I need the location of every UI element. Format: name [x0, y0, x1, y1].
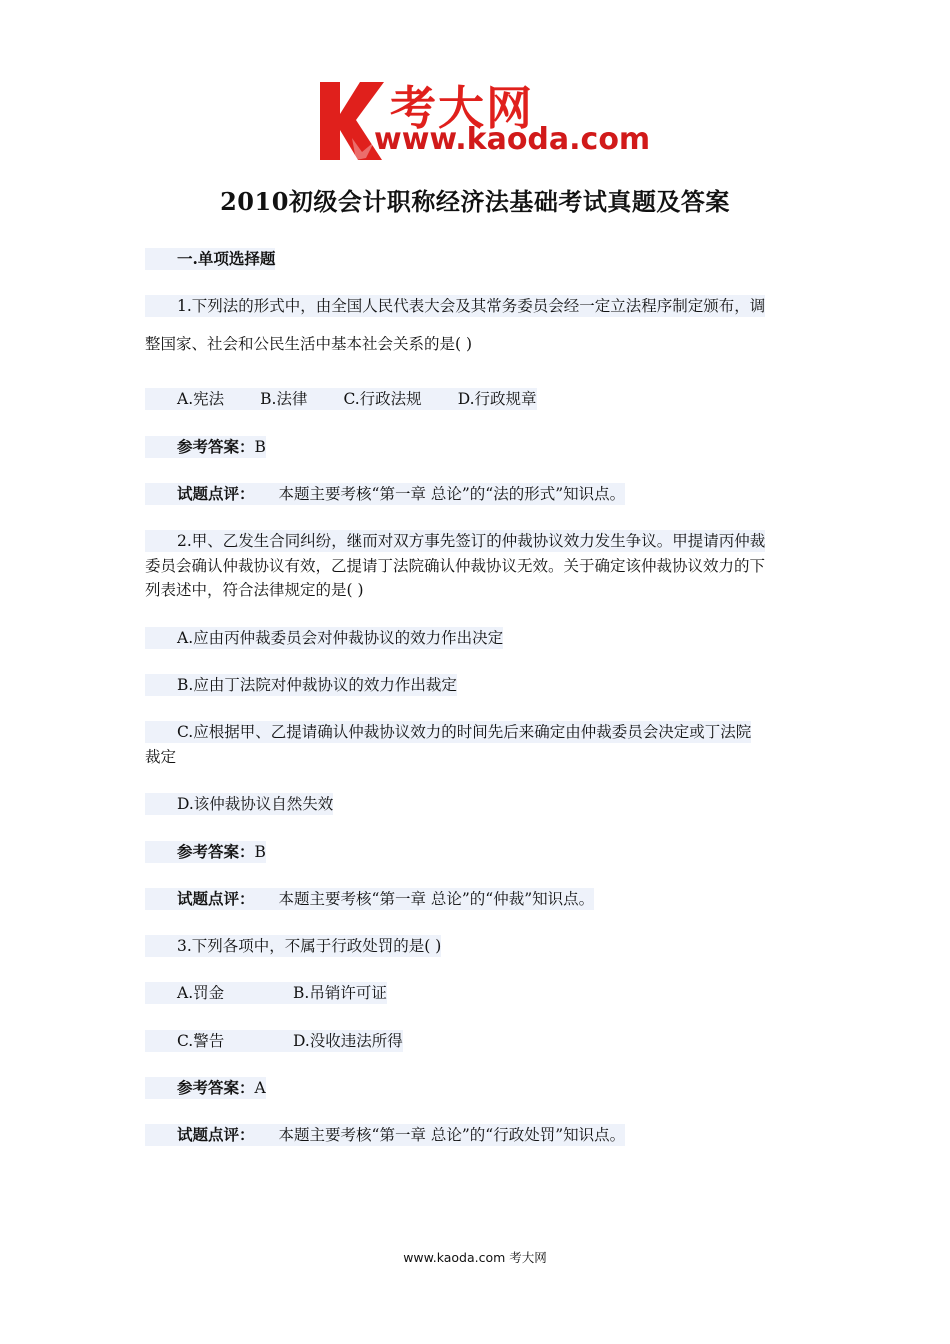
footer-url[interactable]: www.kaoda.com: [403, 1250, 506, 1265]
q1-stem-line2: 整国家、社会和公民生活中基本社会关系的是( ): [145, 335, 473, 353]
q1-answer-label: 参考答案：: [177, 437, 255, 456]
q2-option-b: B.应由丁法院对仲裁协议的效力作出裁定: [145, 674, 457, 696]
q2-option-c-line1: C.应根据甲、乙提请确认仲裁协议效力的时间先后来确定由仲裁委员会决定或丁法院: [145, 721, 751, 743]
q2-answer: [145, 841, 266, 863]
q3-comment-text: 本题主要考核“第一章 总论”的“行政处罚”知识点。: [278, 1126, 626, 1144]
q3-options-row1: [145, 982, 387, 1004]
section-heading: 一.单项选择题: [145, 248, 275, 270]
q1-stem-line1: 1.下列法的形式中，由全国人民代表大会及其常务委员会经一定立法程序制定颁布，调: [145, 295, 765, 317]
q3-options-row2: [145, 1030, 403, 1052]
page-footer: [0, 1248, 950, 1266]
q2-answer-value: B: [254, 843, 266, 861]
q1-option-c: C.行政法规: [343, 390, 422, 408]
q1-answer-value: B: [254, 438, 266, 456]
q2-option-a: A.应由丙仲裁委员会对仲裁协议的效力作出决定: [145, 627, 503, 649]
q2-option-d: D.该仲裁协议自然失效: [145, 793, 333, 815]
q3-option-d: D.没收违法所得: [293, 1032, 403, 1050]
q3-option-c: C.警告: [177, 1032, 225, 1050]
q1-option-a: A.宪法: [177, 390, 225, 408]
kaoda-logo: [318, 78, 651, 164]
q2-answer-label: 参考答案：: [177, 842, 255, 861]
logo-url-text: www.kaoda.com: [374, 122, 651, 157]
q3-stem: 3.下列各项中，不属于行政处罚的是( ): [145, 935, 441, 957]
q1-comment-label: 试题点评：: [177, 484, 255, 503]
q1-comment: [145, 483, 625, 505]
footer-brand: 考大网: [509, 1250, 547, 1265]
q3-option-a: A.罚金: [177, 984, 225, 1002]
q3-answer: [145, 1077, 266, 1099]
q1-option-b: B.法律: [260, 390, 308, 408]
logo-brand-text: 考大网: [390, 81, 534, 135]
q3-answer-label: 参考答案：: [177, 1078, 255, 1097]
q1-comment-text: 本题主要考核“第一章 总论”的“法的形式”知识点。: [278, 485, 626, 503]
q2-stem-line1: 2.甲、乙发生合同纠纷，继而对双方事先签订的仲裁协议效力发生争议。甲提请丙仲裁: [145, 530, 765, 552]
q2-comment-text: 本题主要考核“第一章 总论”的“仲裁”知识点。: [278, 890, 595, 908]
document-title: 2010初级会计职称经济法基础考试真题及答案: [220, 187, 730, 216]
q3-comment: [145, 1124, 625, 1146]
q2-comment: [145, 888, 594, 910]
q2-option-c-line2: 裁定: [145, 748, 177, 766]
q3-option-b: B.吊销许可证: [293, 984, 387, 1002]
q1-answer: [145, 436, 266, 458]
q2-comment-label: 试题点评：: [177, 889, 255, 908]
q2-stem-line2: 委员会确认仲裁协议有效，乙提请丁法院确认仲裁协议无效。关于确定该仲裁协议效力的下: [145, 557, 766, 575]
q1-options: [145, 388, 537, 410]
q2-stem-line3: 列表述中，符合法律规定的是( ): [145, 581, 364, 599]
q3-answer-value: A: [254, 1079, 266, 1097]
q1-option-d: D.行政规章: [457, 390, 537, 408]
q3-comment-label: 试题点评：: [177, 1125, 255, 1144]
